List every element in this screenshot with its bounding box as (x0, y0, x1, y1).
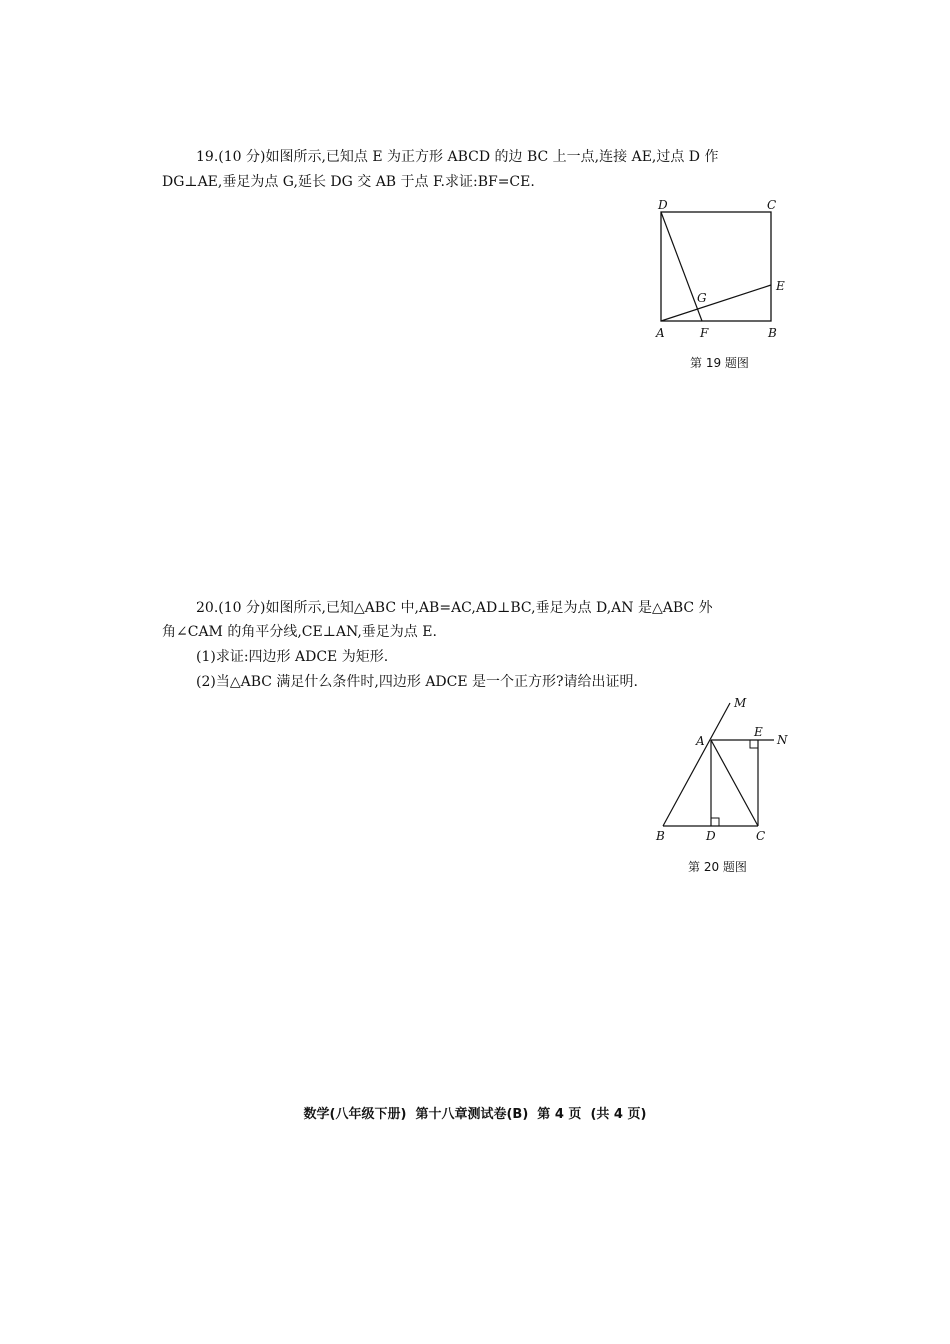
label-n: N (777, 733, 788, 747)
label-g: G (697, 291, 707, 305)
label-a: A (696, 734, 705, 748)
label-c: C (767, 198, 777, 212)
q20-part2: (2)当△ABC 满足什么条件时,四边形 ADCE 是一个正方形?请给出证明. (196, 674, 638, 690)
right-angle-d (711, 818, 719, 826)
segment-ae (661, 285, 771, 321)
label-d: D (658, 198, 668, 212)
q19-text-line2: DG⊥AE,垂足为点 G,延长 DG 交 AB 于点 F.求证:BF=CE. (162, 174, 535, 190)
q20-caption: 第 20 题图 (688, 860, 747, 874)
label-d: D (706, 829, 716, 843)
label-c: C (756, 829, 766, 843)
segment-df (661, 212, 702, 321)
label-e: E (754, 725, 763, 739)
q19-text-line1: 19.(10 分)如图所示,已知点 E 为正方形 ABCD 的边 BC 上一点,连接 AE,过点 D 作 (196, 149, 719, 165)
label-e: E (776, 279, 785, 293)
q19-caption: 第 19 题图 (690, 356, 749, 370)
label-f: F (700, 326, 709, 340)
label-b: B (656, 829, 665, 843)
label-b: B (768, 326, 777, 340)
q20-figure (650, 692, 800, 848)
square-abcd (661, 212, 771, 321)
label-m: M (734, 696, 747, 710)
segment-ac (711, 740, 758, 826)
ray-bm (663, 703, 730, 826)
q19-figure (645, 195, 795, 345)
q20-text-line2: 角∠CAM 的角平分线,CE⊥AN,垂足为点 E. (162, 624, 437, 640)
q20-text-line1: 20.(10 分)如图所示,已知△ABC 中,AB=AC,AD⊥BC,垂足为点 D,AN 是△ABC 外 (196, 600, 713, 616)
page-footer: 数学(八年级下册) 第十八章测试卷(B) 第 4 页 (共 4 页) (303, 1107, 647, 1122)
right-angle-e (750, 740, 758, 748)
q20-part1: (1)求证:四边形 ADCE 为矩形. (196, 649, 389, 665)
label-a: A (656, 326, 665, 340)
